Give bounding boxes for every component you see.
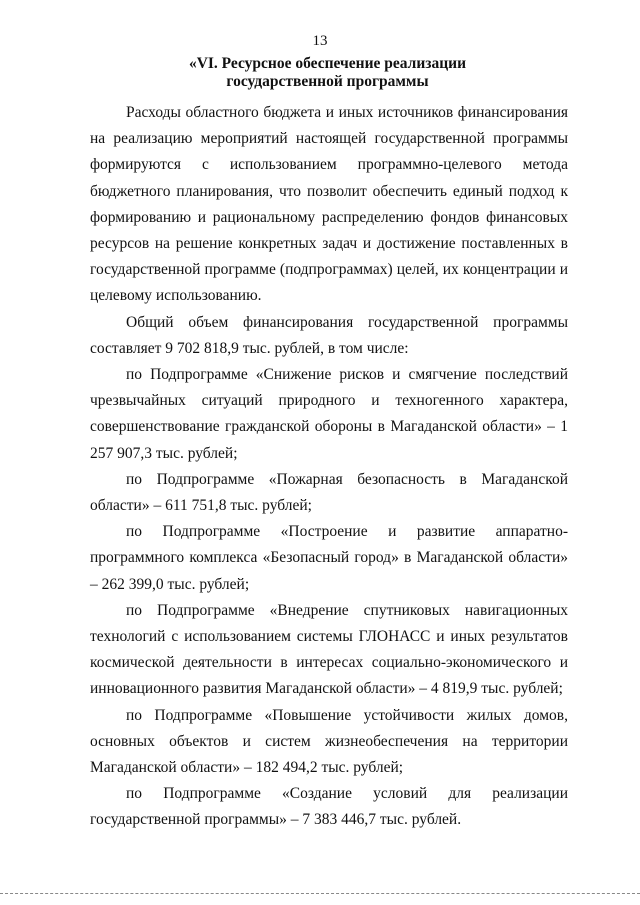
paragraph-subprogram-fire-safety: по Подпрограмме «Пожарная безопасность в Магаданской области» – 611 751,8 тыс. рублей; xyxy=(90,470,568,515)
paragraph-total-funding: Общий объем финансирования государственной программы составляет 9 702 818,9 тыс. рублей, в том числе: xyxy=(90,313,568,357)
paragraph-subprogram-implementation: по Подпрограмме «Создание условий для реализации государственной программы» – 7 383 446,7 тыс. рублей. xyxy=(90,785,568,829)
paragraph-subprogram-resilience: по Подпрограмме «Повышение устойчивости жилых домов, основных объектов и систем жизнеобеспечения на территории Магаданской области» – 182 494,2 тыс. рублей; xyxy=(90,706,568,777)
section-title xyxy=(90,55,565,91)
paragraph-subprogram-safe-city: по Подпрограмме «Построение и развитие аппаратно-программного комплекса «Безопасный город» в Магаданской области» – 262 399,0 тыс. рублей; xyxy=(90,523,568,593)
body-text xyxy=(90,100,568,834)
section-title-line-2: государственной программы xyxy=(226,73,429,90)
footer-rule xyxy=(0,893,640,894)
paragraph-subprogram-emergency: по Подпрограмме «Снижение рисков и смягчение последствий чрезвычайных ситуаций природного и техногенного характера, совершенствование гражданской обороны в Магаданской области» – 1 257 907,3 тыс. рублей; xyxy=(90,366,568,462)
page-number: 13 xyxy=(312,33,328,49)
paragraph-subprogram-glonass: по Подпрограмме «Внедрение спутниковых навигационных технологий с использованием системы ГЛОНАСС и иных результатов космической деятельности в интересах социально-экономического и инновационного развития Магаданской области» – 4 819,9 тыс. рублей; xyxy=(90,601,568,698)
paragraph-funding-approach: Расходы областного бюджета и иных источников финансирования на реализацию мероприятий настоящей государственной программы формируются с использованием программно-целевого метода бюджетного планирования, что позволит обеспечить единый подход к формированию и рациональному распределению фондов финансовых ресурсов на решение конкретных задач и достижение поставленных в государственной программе (подпрограммах) целей, их концентрации и целевому использованию. xyxy=(90,104,568,305)
section-title-line-1: «VI. Ресурсное обеспечение реализации xyxy=(188,55,467,72)
